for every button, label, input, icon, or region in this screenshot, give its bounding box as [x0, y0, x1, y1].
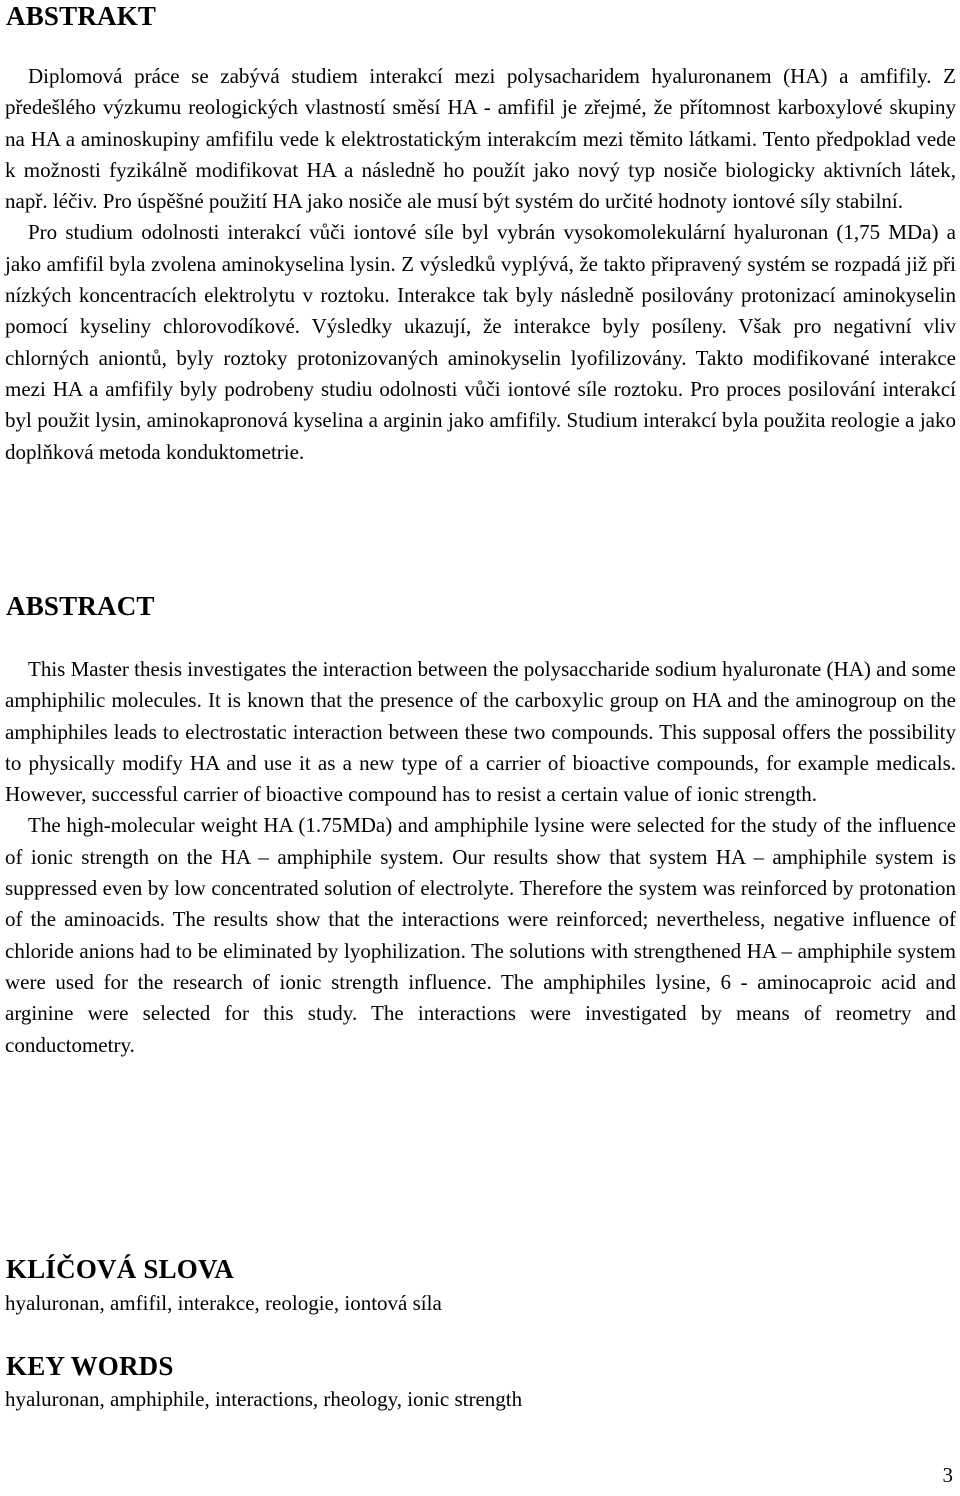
keywords-en-text: hyaluronan, amphiphile, interactions, rheology, ionic strength: [5, 1387, 523, 1411]
abstrakt-paragraph-1: Diplomová práce se zabývá studiem interakcí mezi polysacharidem hyaluronanem (HA) a amfifily. Z předešlého výzkumu reologických vlastností směsí HA - amfifil je zřejmé, že přítomnost karboxylové skupiny na HA a aminoskupiny amfifilu vede k elektrostatickým interakcím mezi těmito látkami. Tento předpoklad vede k možnosti fyzikálně modifikovat HA a následně ho použít jako nový typ nosiče biologicky aktivních látek, např. léčiv. Pro úspěšné použití HA jako nosiče ale musí být systém do určité hodnoty iontové síly stabilní.: [5, 64, 956, 214]
keywords-cz-text: hyaluronan, amfifil, interakce, reologie, iontová síla: [5, 1291, 442, 1315]
abstract-heading: ABSTRACT: [6, 591, 155, 621]
abstrakt-body: [5, 61, 956, 468]
abstract-body: [5, 654, 956, 1061]
abstrakt-paragraph-2: Pro studium odolnosti interakcí vůči iontové síle byl vybrán vysokomolekulární hyaluronan (1,75 MDa) a jako amfifil byla zvolena aminokyselina lysin. Z výsledků vyplývá, že takto připravený systém se rozpadá již při nízkých koncentracích elektrolytu v roztoku. Interakce tak byly následně posilovány protonizací aminokyselin pomocí kyseliny chlorovodíkové. Výsledky ukazují, že interakce byly posíleny. Však pro negativní vliv chlorných aniontů, byly roztoky protonizovaných aminokyselin lyofilizovány. Takto modifikované interakce mezi HA a amfifily byly podrobeny studiu odolnosti vůči iontové síle roztoku. Pro proces posilování interakcí byl použit lysin, aminokapronová kyselina a arginin jako amfifily. Studium interakcí byla použita reologie a jako doplňková metoda konduktometrie.: [5, 220, 956, 464]
abstrakt-heading: ABSTRAKT: [6, 1, 157, 31]
keywords-en-heading: KEY WORDS: [6, 1351, 174, 1381]
abstract-paragraph-1: This Master thesis investigates the interaction between the polysaccharide sodium hyaluronate (HA) and some amphiphilic molecules. It is known that the presence of the carboxylic group on HA and the aminogroup on the amphiphiles leads to electrostatic interaction between these two compounds. This supposal offers the possibility to physically modify HA and use it as a new type of a carrier of bioactive compounds, for example medicals. However, successful carrier of bioactive compound has to resist a certain value of ionic strength.: [5, 657, 956, 807]
page-number: 3: [942, 1463, 953, 1487]
abstract-paragraph-2: The high-molecular weight HA (1.75MDa) and amphiphile lysine were selected for the study of the influence of ionic strength on the HA – amphiphile system. Our results show that system HA – amphiphile system is suppressed even by low concentrated solution of electrolyte. Therefore the system was reinforced by protonation of the aminoacids. The results show that the interactions were reinforced; nevertheless, negative influence of chloride anions had to be eliminated by lyophilization. The solutions with strengthened HA – amphiphile system were used for the research of ionic strength influence. The amphiphiles lysine, 6 - aminocaproic acid and arginine were selected for this study. The interactions were investigated by means of reometry and conductometry.: [5, 813, 956, 1057]
keywords-cz-heading: KLÍČOVÁ SLOVA: [6, 1254, 234, 1284]
